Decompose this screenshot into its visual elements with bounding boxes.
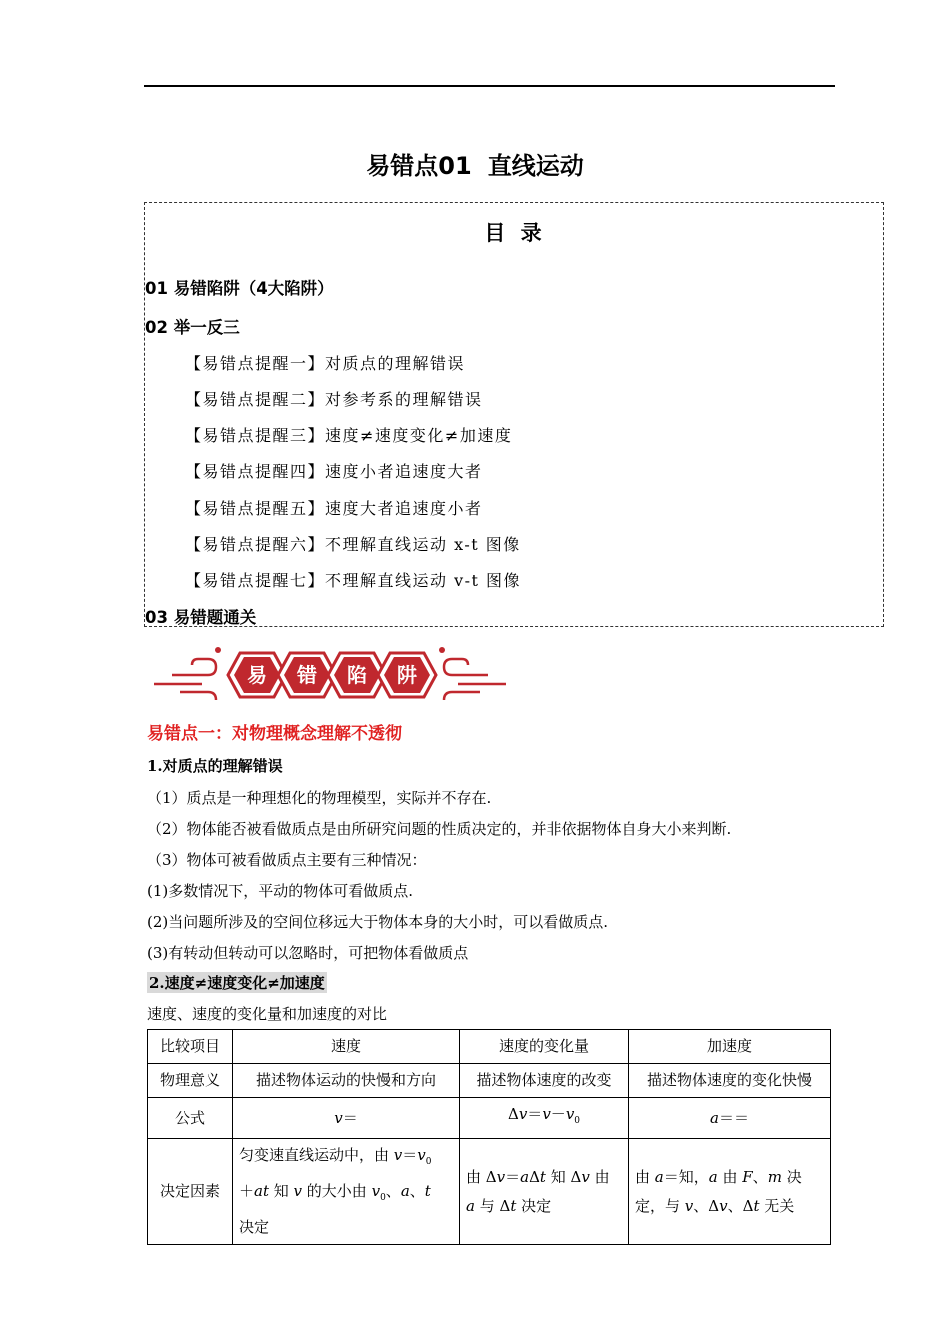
subheading-1: 1.对质点的理解错误 — [147, 757, 283, 775]
toc-item[interactable]: 【易错点提醒五】速度大者追速度小者 — [185, 499, 483, 518]
left-ornament-icon — [154, 659, 216, 700]
factor-acceleration: 由 a＝知，a 由 F、m 决 定，与 v、Δv、Δt 无关 — [629, 1139, 831, 1245]
table-cell: 速度 — [233, 1030, 460, 1064]
toc-item[interactable]: 【易错点提醒二】对参考系的理解错误 — [185, 390, 483, 409]
comparison-table — [147, 1029, 831, 1245]
page-title — [0, 146, 950, 181]
table-of-contents — [144, 202, 884, 627]
table-row — [148, 1030, 831, 1064]
subheading-2: 2.速度≠速度变化≠加速度 — [149, 974, 325, 992]
table-cell: 描述物体速度的改变 — [460, 1064, 629, 1098]
title-part1: 易错点01 — [366, 152, 472, 180]
table-cell: 物理意义 — [148, 1064, 233, 1098]
paragraph: (3)有转动但转动可以忽略时，可把物体看做质点 — [147, 944, 469, 962]
banner-char: 易 — [247, 663, 267, 687]
toc-item[interactable]: 【易错点提醒一】对质点的理解错误 — [185, 354, 466, 373]
table-cell: 加速度 — [629, 1030, 831, 1064]
table-row — [148, 1139, 831, 1245]
paragraph: （2）物体能否被看做质点是由所研究问题的性质决定的，并非依据物体自身大小来判断. — [147, 820, 732, 838]
banner-char: 阱 — [397, 663, 417, 687]
toc-section-3[interactable]: 03 易错题通关 — [145, 608, 257, 627]
toc-section-2[interactable]: 02 举一反三 — [145, 318, 240, 337]
factor-velocity: 匀变速直线运动中，由 $v=v_0$ ＋at 知 v 的大小由 $v_0$、a、t 决定 — [233, 1139, 460, 1245]
table-cell: 速度的变化量 — [460, 1030, 629, 1064]
formula-delta-v: $\Delta v=v-v_0$ — [460, 1098, 629, 1139]
right-ornament-icon — [444, 659, 506, 700]
toc-item[interactable]: 【易错点提醒六】不理解直线运动 x-t 图像 — [185, 535, 521, 554]
table-caption: 速度、速度的变化量和加速度的对比 — [147, 1005, 388, 1023]
paragraph: （3）物体可被看做质点主要有三种情况： — [147, 851, 427, 869]
table-row — [148, 1064, 831, 1098]
toc-item[interactable]: 【易错点提醒七】不理解直线运动 v-t 图像 — [185, 571, 522, 590]
formula-velocity: v＝ — [233, 1098, 460, 1139]
table-cell: 公式 — [148, 1098, 233, 1139]
section-banner — [150, 645, 510, 705]
dot-icon — [439, 647, 445, 653]
toc-heading: 目 录 — [484, 221, 546, 245]
toc-item[interactable]: 【易错点提醒四】速度小者追速度大者 — [185, 462, 483, 481]
banner-char: 陷 — [347, 663, 367, 687]
table-cell: 描述物体运动的快慢和方向 — [233, 1064, 460, 1098]
paragraph: (1)多数情况下，平动的物体可看做质点. — [147, 882, 414, 900]
table-cell: 比较项目 — [148, 1030, 233, 1064]
banner-char: 错 — [297, 663, 317, 687]
paragraph: (2)当问题所涉及的空间位移远大于物体本身的大小时，可以看做质点. — [147, 913, 609, 931]
table-cell: 决定因素 — [148, 1139, 233, 1245]
title-part2: 直线运动 — [487, 152, 584, 180]
table-cell: 描述物体速度的变化快慢 — [629, 1064, 831, 1098]
formula-acceleration: a＝＝ — [629, 1098, 831, 1139]
table-row — [148, 1098, 831, 1139]
paragraph: （1）质点是一种理想化的物理模型，实际并不存在. — [147, 789, 492, 807]
header-rule — [144, 85, 835, 87]
section-heading: 易错点一：对物理概念理解不透彻 — [147, 724, 402, 744]
dot-icon — [215, 647, 221, 653]
factor-delta-v: 由 Δv＝aΔt 知 Δv 由 a 与 Δt 决定 — [460, 1139, 629, 1245]
toc-section-1[interactable]: 01 易错陷阱（4大陷阱） — [145, 279, 334, 298]
toc-item[interactable]: 【易错点提醒三】速度≠速度变化≠加速度 — [185, 426, 513, 445]
